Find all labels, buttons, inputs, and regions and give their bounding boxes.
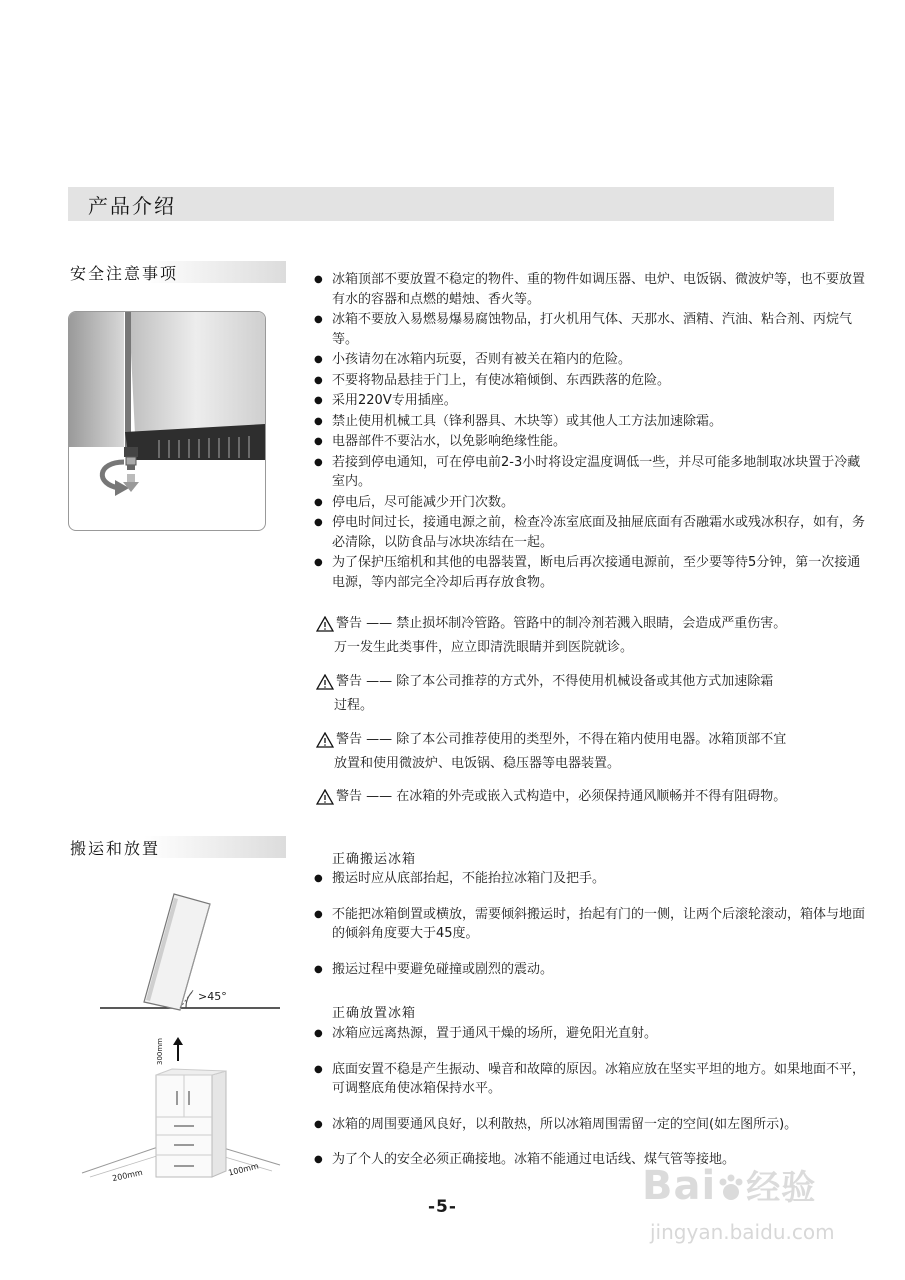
tilted-fridge-drawing xyxy=(100,890,280,1015)
fridge-foot-drawing xyxy=(69,312,265,530)
transport-heading-text: 搬运和放置 xyxy=(70,839,161,858)
warning-text: 万一发生此类事件，应立即清洗眼睛并到医院就诊。 xyxy=(334,640,634,655)
carry-subheading: 正确搬运冰箱 xyxy=(332,852,417,867)
list-item: ● 为了保护压缩机和其他的电器装置，断电后再次接通电源前，至少要等待5分钟，第一次接通电源，等内部完全冷却后再存放食物。 xyxy=(312,553,872,592)
watermark-brand xyxy=(642,1160,816,1209)
list-item: ● 冰箱顶部不要放置不稳定的物件、重的物件如调压器、电炉、电饭锅、微波炉等，也不要放置有水的容器和点燃的蜡烛、香火等。 xyxy=(312,270,872,309)
warning-text: 过程。 xyxy=(334,698,374,713)
watermark-brand-text: Bai xyxy=(642,1163,717,1209)
clearance-right-label: 100mm xyxy=(227,1161,260,1178)
tilt-illustration xyxy=(100,890,280,1015)
warning-icon xyxy=(316,732,334,748)
page-number: -5- xyxy=(428,1197,457,1217)
warning-block xyxy=(316,612,856,660)
safety-heading-text: 安全注意事项 xyxy=(70,264,179,283)
warning-icon xyxy=(316,674,334,690)
list-item: ● 为了个人的安全必须正确接地。冰箱不能通过电话线、煤气管等接地。 xyxy=(312,1150,872,1170)
warning-block xyxy=(316,785,856,809)
list-item: ● 搬运时应从底部抬起，不能抬拉冰箱门及把手。 xyxy=(312,869,872,889)
warning-text: 警告 —— 禁止损坏制冷管路。管路中的制冷剂若溅入眼睛，会造成严重伤害。 xyxy=(336,616,787,631)
list-item: ● 冰箱不要放入易燃易爆易腐蚀物品，打火机用气体、天那水、酒精、汽油、粘合剂、丙烷气等。 xyxy=(312,310,872,349)
warning-icon xyxy=(316,616,334,632)
warning-icon xyxy=(316,789,334,805)
clearance-top-label: 300mm xyxy=(156,1038,164,1065)
safety-section-heading xyxy=(68,261,286,283)
leveling-foot-illustration xyxy=(68,311,266,531)
tilt-angle-label: >45° xyxy=(198,990,227,1003)
list-item: ● 不能把冰箱倒置或横放，需要倾斜搬运时，抬起有门的一侧，让两个后滚轮滚动，箱体与地面的倾斜角度要大于45度。 xyxy=(312,905,872,944)
safety-list xyxy=(312,270,872,593)
warning-text: 警告 —— 在冰箱的外壳或嵌入式构造中，必须保持通风顺畅并不得有阻碍物。 xyxy=(336,789,787,804)
warning-block xyxy=(316,670,856,718)
page-title: 产品介绍 xyxy=(88,194,176,218)
place-subheading: 正确放置冰箱 xyxy=(332,1006,417,1021)
warning-block xyxy=(316,728,856,776)
watermark-url: jingyan.baidu.com xyxy=(650,1220,835,1244)
list-item: ● 采用220V专用插座。 xyxy=(312,391,872,411)
paw-icon xyxy=(716,1173,746,1203)
list-item: ● 底面安置不稳是产生振动、噪音和故障的原因。冰箱应放在坚实平坦的地方。如果地面不平，可调整底角使冰箱保持水平。 xyxy=(312,1060,872,1099)
carry-list xyxy=(312,869,872,995)
warning-text: 警告 —— 除了本公司推荐使用的类型外，不得在箱内使用电器。冰箱顶部不宜 xyxy=(336,732,787,747)
list-item: ● 不要将物品悬挂于门上，有使冰箱倾倒、东西跌落的危险。 xyxy=(312,371,872,391)
transport-section-heading xyxy=(68,836,286,858)
baidu-watermark xyxy=(642,1160,882,1270)
list-item: ● 停电后，尽可能减少开门次数。 xyxy=(312,493,872,513)
watermark-suffix-text: 经验 xyxy=(746,1168,817,1208)
warning-text: 警告 —— 除了本公司推荐的方式外，不得使用机械设备或其他方式加速除霜 xyxy=(336,674,774,689)
list-item: ● 搬运过程中要避免碰撞或剧烈的震动。 xyxy=(312,960,872,980)
list-item: ● 禁止使用机械工具（锋利器具、木块等）或其他人工方法加速除霜。 xyxy=(312,412,872,432)
warning-text: 放置和使用微波炉、电饭锅、稳压器等电器装置。 xyxy=(334,756,621,771)
list-item: ● 冰箱应远离热源，置于通风干燥的场所，避免阳光直射。 xyxy=(312,1024,872,1044)
clearance-illustration xyxy=(80,1035,285,1185)
list-item: ● 冰箱的周围要通风良好，以利散热，所以冰箱周围需留一定的空间(如左图所示)。 xyxy=(312,1115,872,1135)
list-item: ● 若接到停电通知，可在停电前2-3小时将设定温度调低一些，并尽可能多地制取冰块置于冷藏室内。 xyxy=(312,453,872,492)
list-item: ● 小孩请勿在冰箱内玩耍，否则有被关在箱内的危险。 xyxy=(312,350,872,370)
clearance-left-label: 200mm xyxy=(111,1167,144,1184)
list-item: ● 停电时间过长，接通电源之前，检查冷冻室底面及抽屉底面有否融霜水或残冰积存，如有，务必清除，以防食品与冰块冻结在一起。 xyxy=(312,513,872,552)
page-title-bar xyxy=(68,187,834,221)
list-item: ● 电器部件不要沾水，以免影响绝缘性能。 xyxy=(312,432,872,452)
